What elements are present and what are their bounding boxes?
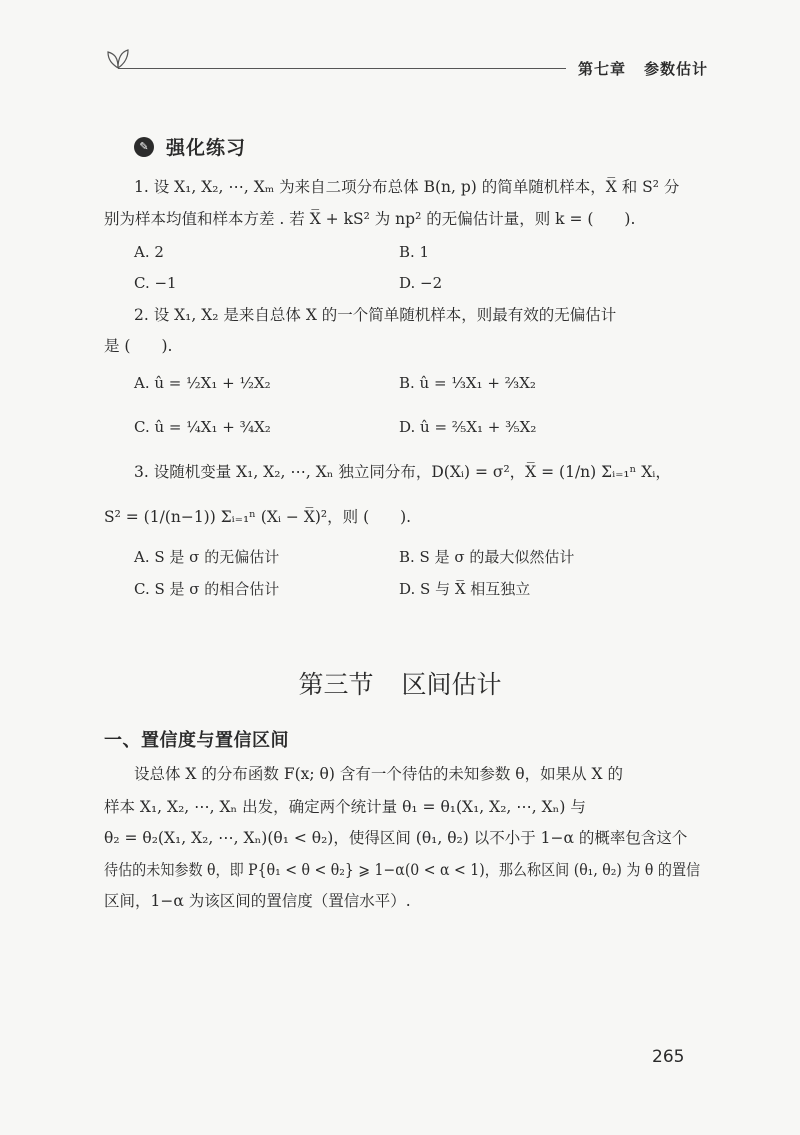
q2-line2: 是 ( ).: [104, 337, 173, 355]
q3-line2: S² = (1/(n−1)) Σᵢ₌₁ⁿ (Xᵢ − X̅)²，则 ( ).: [104, 508, 412, 526]
q1-option-c: C. −1: [134, 274, 177, 292]
body-line-5: 区间，1−α 为该区间的置信度（置信水平）.: [104, 892, 411, 910]
q3-line1: 3. 设随机变量 X₁, X₂, ⋯, Xₙ 独立同分布，D(Xᵢ) = σ²，X̅ = (1/n) Σᵢ₌₁ⁿ Xᵢ，: [134, 463, 671, 481]
q1-option-d: D. −2: [399, 274, 443, 292]
leaf-icon: [100, 44, 130, 70]
q3-option-d: D. S 与 X̅ 相互独立: [399, 580, 531, 598]
header-rule: [118, 68, 566, 69]
running-header: [578, 58, 708, 79]
header-chapter: 第七章: [578, 60, 627, 78]
header-title: 参数估计: [644, 60, 709, 78]
q2-option-b: B. û = ⅓X₁ + ⅔X₂: [399, 374, 536, 392]
q3-option-b: B. S 是 σ 的最大似然估计: [399, 548, 575, 566]
q1-option-a: A. 2: [134, 243, 164, 261]
section-title: 区间估计: [401, 670, 502, 699]
q1-option-b: B. 1: [399, 243, 430, 261]
q2-option-c: C. û = ¼X₁ + ¾X₂: [134, 418, 271, 436]
section-number: 第三节: [298, 670, 374, 699]
page-number: 265: [652, 1047, 685, 1067]
q3-option-a: A. S 是 σ 的无偏估计: [134, 548, 280, 566]
pencil-circle-icon: ✎: [134, 137, 154, 157]
body-line-3: θ₂ = θ₂(X₁, X₂, ⋯, Xₙ)(θ₁ < θ₂)，使得区间 (θ₁, θ₂) 以不小于 1−α 的概率包含这个: [104, 829, 688, 847]
q1-line1: 1. 设 X₁, X₂, ⋯, Xₘ 为来自二项分布总体 B(n, p) 的简单随机样本，X̅ 和 S² 分: [134, 178, 680, 196]
section-heading: [0, 665, 800, 701]
body-line-4: 待估的未知参数 θ，即 P{θ₁ < θ < θ₂} ⩾ 1−α(0 < α < 1)，那么称区间 (θ₁, θ₂) 为 θ 的置信: [104, 861, 701, 879]
subsection-title: 一、置信度与置信区间: [104, 730, 289, 751]
q1-line2: 别为样本均值和样本方差 . 若 X̅ + kS² 为 np² 的无偏估计量，则 k = ( ).: [104, 210, 636, 228]
exercise-title: 强化练习: [166, 137, 247, 159]
q2-option-d: D. û = ⅖X₁ + ⅗X₂: [399, 418, 537, 436]
q2-line1: 2. 设 X₁, X₂ 是来自总体 X 的一个简单随机样本，则最有效的无偏估计: [134, 306, 617, 324]
body-line-2: 样本 X₁, X₂, ⋯, Xₙ 出发，确定两个统计量 θ₁ = θ₁(X₁, X₂, ⋯, Xₙ) 与: [104, 798, 586, 816]
q2-option-a: A. û = ½X₁ + ½X₂: [134, 374, 271, 392]
q3-option-c: C. S 是 σ 的相合估计: [134, 580, 280, 598]
body-line-1: 设总体 X 的分布函数 F(x; θ) 含有一个待估的未知参数 θ，如果从 X 的: [134, 765, 623, 783]
exercise-heading: [134, 133, 246, 160]
